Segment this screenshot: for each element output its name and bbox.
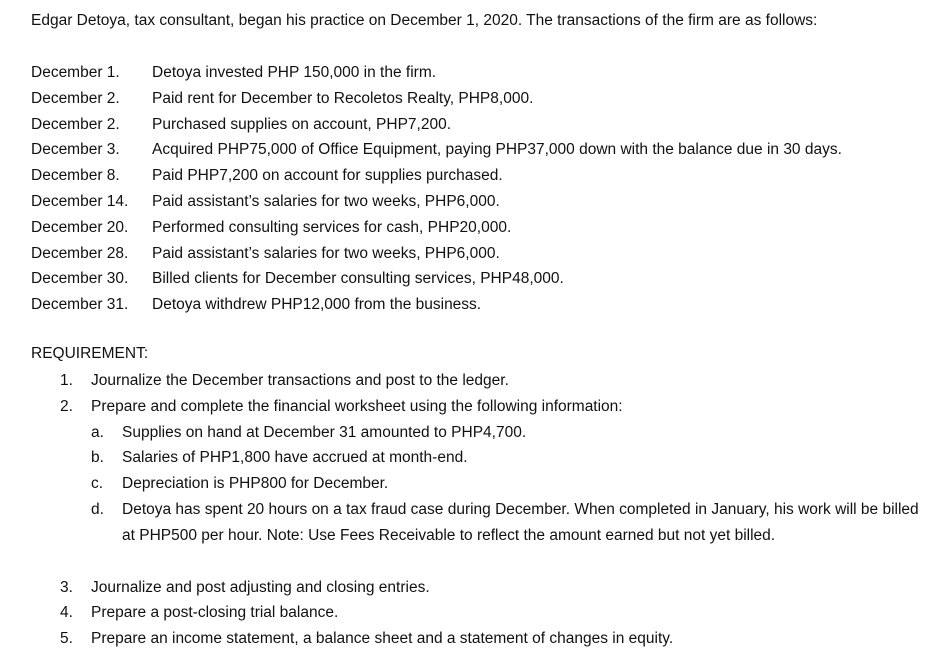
transaction-row xyxy=(31,163,842,189)
transaction-description: Acquired PHP75,000 of Office Equipment, paying PHP37,000 down with the balance due in 30 days. xyxy=(152,141,842,159)
requirement-number: 4. xyxy=(60,604,73,622)
requirement-number: 2. xyxy=(60,397,73,415)
worksheet-info-text: Depreciation is PHP800 for December. xyxy=(122,475,389,493)
requirement-item xyxy=(60,368,920,394)
requirement-text: Prepare and complete the financial worksheet using the following information: xyxy=(91,397,623,415)
transaction-description: Paid assistant’s salaries for two weeks, PHP6,000. xyxy=(152,192,500,210)
transaction-row xyxy=(31,189,842,215)
transaction-date: December 14. xyxy=(31,192,129,210)
transaction-row xyxy=(31,60,842,86)
transaction-date: December 1. xyxy=(31,64,120,81)
transaction-description: Purchased supplies on account, PHP7,200. xyxy=(152,115,451,133)
requirement-number: 3. xyxy=(60,578,73,596)
intro-paragraph: Edgar Detoya, tax consultant, began his practice on December 1, 2020. The transactions of the firm are as follows: xyxy=(31,12,818,29)
requirement-list xyxy=(60,368,920,652)
requirement-heading: REQUIREMENT: xyxy=(31,345,149,362)
transaction-date: December 20. xyxy=(31,218,129,236)
transactions-list xyxy=(31,60,842,318)
transaction-row xyxy=(31,86,842,112)
transaction-date: December 30. xyxy=(31,270,129,288)
transaction-date: December 31. xyxy=(31,296,129,314)
transaction-date: December 28. xyxy=(31,244,129,262)
transaction-description: Detoya withdrew PHP12,000 from the business. xyxy=(152,296,482,314)
requirement-text: Prepare a post-closing trial balance. xyxy=(91,604,339,622)
transaction-row xyxy=(31,137,842,163)
requirement-text: Journalize the December transactions and post to the ledger. xyxy=(91,372,509,389)
requirement-number: 5. xyxy=(60,630,73,648)
worksheet-info-item xyxy=(91,471,922,497)
transaction-date: December 2. xyxy=(31,115,120,133)
requirement-item xyxy=(60,394,920,575)
worksheet-info-letter: b. xyxy=(91,449,104,467)
transaction-description: Paid PHP7,200 on account for supplies purchased. xyxy=(152,167,503,185)
transaction-description: Billed clients for December consulting services, PHP48,000. xyxy=(152,270,564,288)
worksheet-info-list xyxy=(91,420,920,549)
transaction-description: Performed consulting services for cash, PHP20,000. xyxy=(152,218,512,236)
worksheet-info-letter: a. xyxy=(91,423,104,441)
requirement-item xyxy=(60,626,920,652)
transaction-row xyxy=(31,292,842,318)
requirement-text: Prepare an income statement, a balance sheet and a statement of changes in equity. xyxy=(91,630,674,648)
worksheet-info-text: Supplies on hand at December 31 amounted to PHP4,700. xyxy=(122,423,527,441)
requirement-item xyxy=(60,575,920,601)
worksheet-info-letter: c. xyxy=(91,475,104,493)
transaction-description: Detoya invested PHP 150,000 in the firm. xyxy=(152,64,437,81)
transaction-row xyxy=(31,266,842,292)
transaction-row xyxy=(31,241,842,267)
transaction-description: Paid rent for December to Recoletos Realty, PHP8,000. xyxy=(152,89,534,107)
transaction-row xyxy=(31,215,842,241)
worksheet-info-item xyxy=(91,445,922,471)
worksheet-info-item xyxy=(91,497,922,549)
worksheet-info-item xyxy=(91,420,922,446)
worksheet-info-text: Detoya has spent 20 hours on a tax fraud case during December. When completed in January, his work will be billed at PHP500 per hour. Note: Use Fees Receivable to reflect the amount earned but not yet billed. xyxy=(122,500,919,544)
transaction-date: December 3. xyxy=(31,141,120,159)
section-spacer xyxy=(91,549,920,575)
worksheet-info-letter: d. xyxy=(91,500,104,518)
transaction-row xyxy=(31,112,842,138)
transaction-date: December 8. xyxy=(31,167,120,185)
requirement-text: Journalize and post adjusting and closing entries. xyxy=(91,578,430,596)
transaction-date: December 2. xyxy=(31,89,120,107)
worksheet-info-text: Salaries of PHP1,800 have accrued at month-end. xyxy=(122,449,468,467)
transaction-description: Paid assistant’s salaries for two weeks, PHP6,000. xyxy=(152,244,500,262)
requirement-number: 1. xyxy=(60,372,73,389)
requirement-item xyxy=(60,600,920,626)
